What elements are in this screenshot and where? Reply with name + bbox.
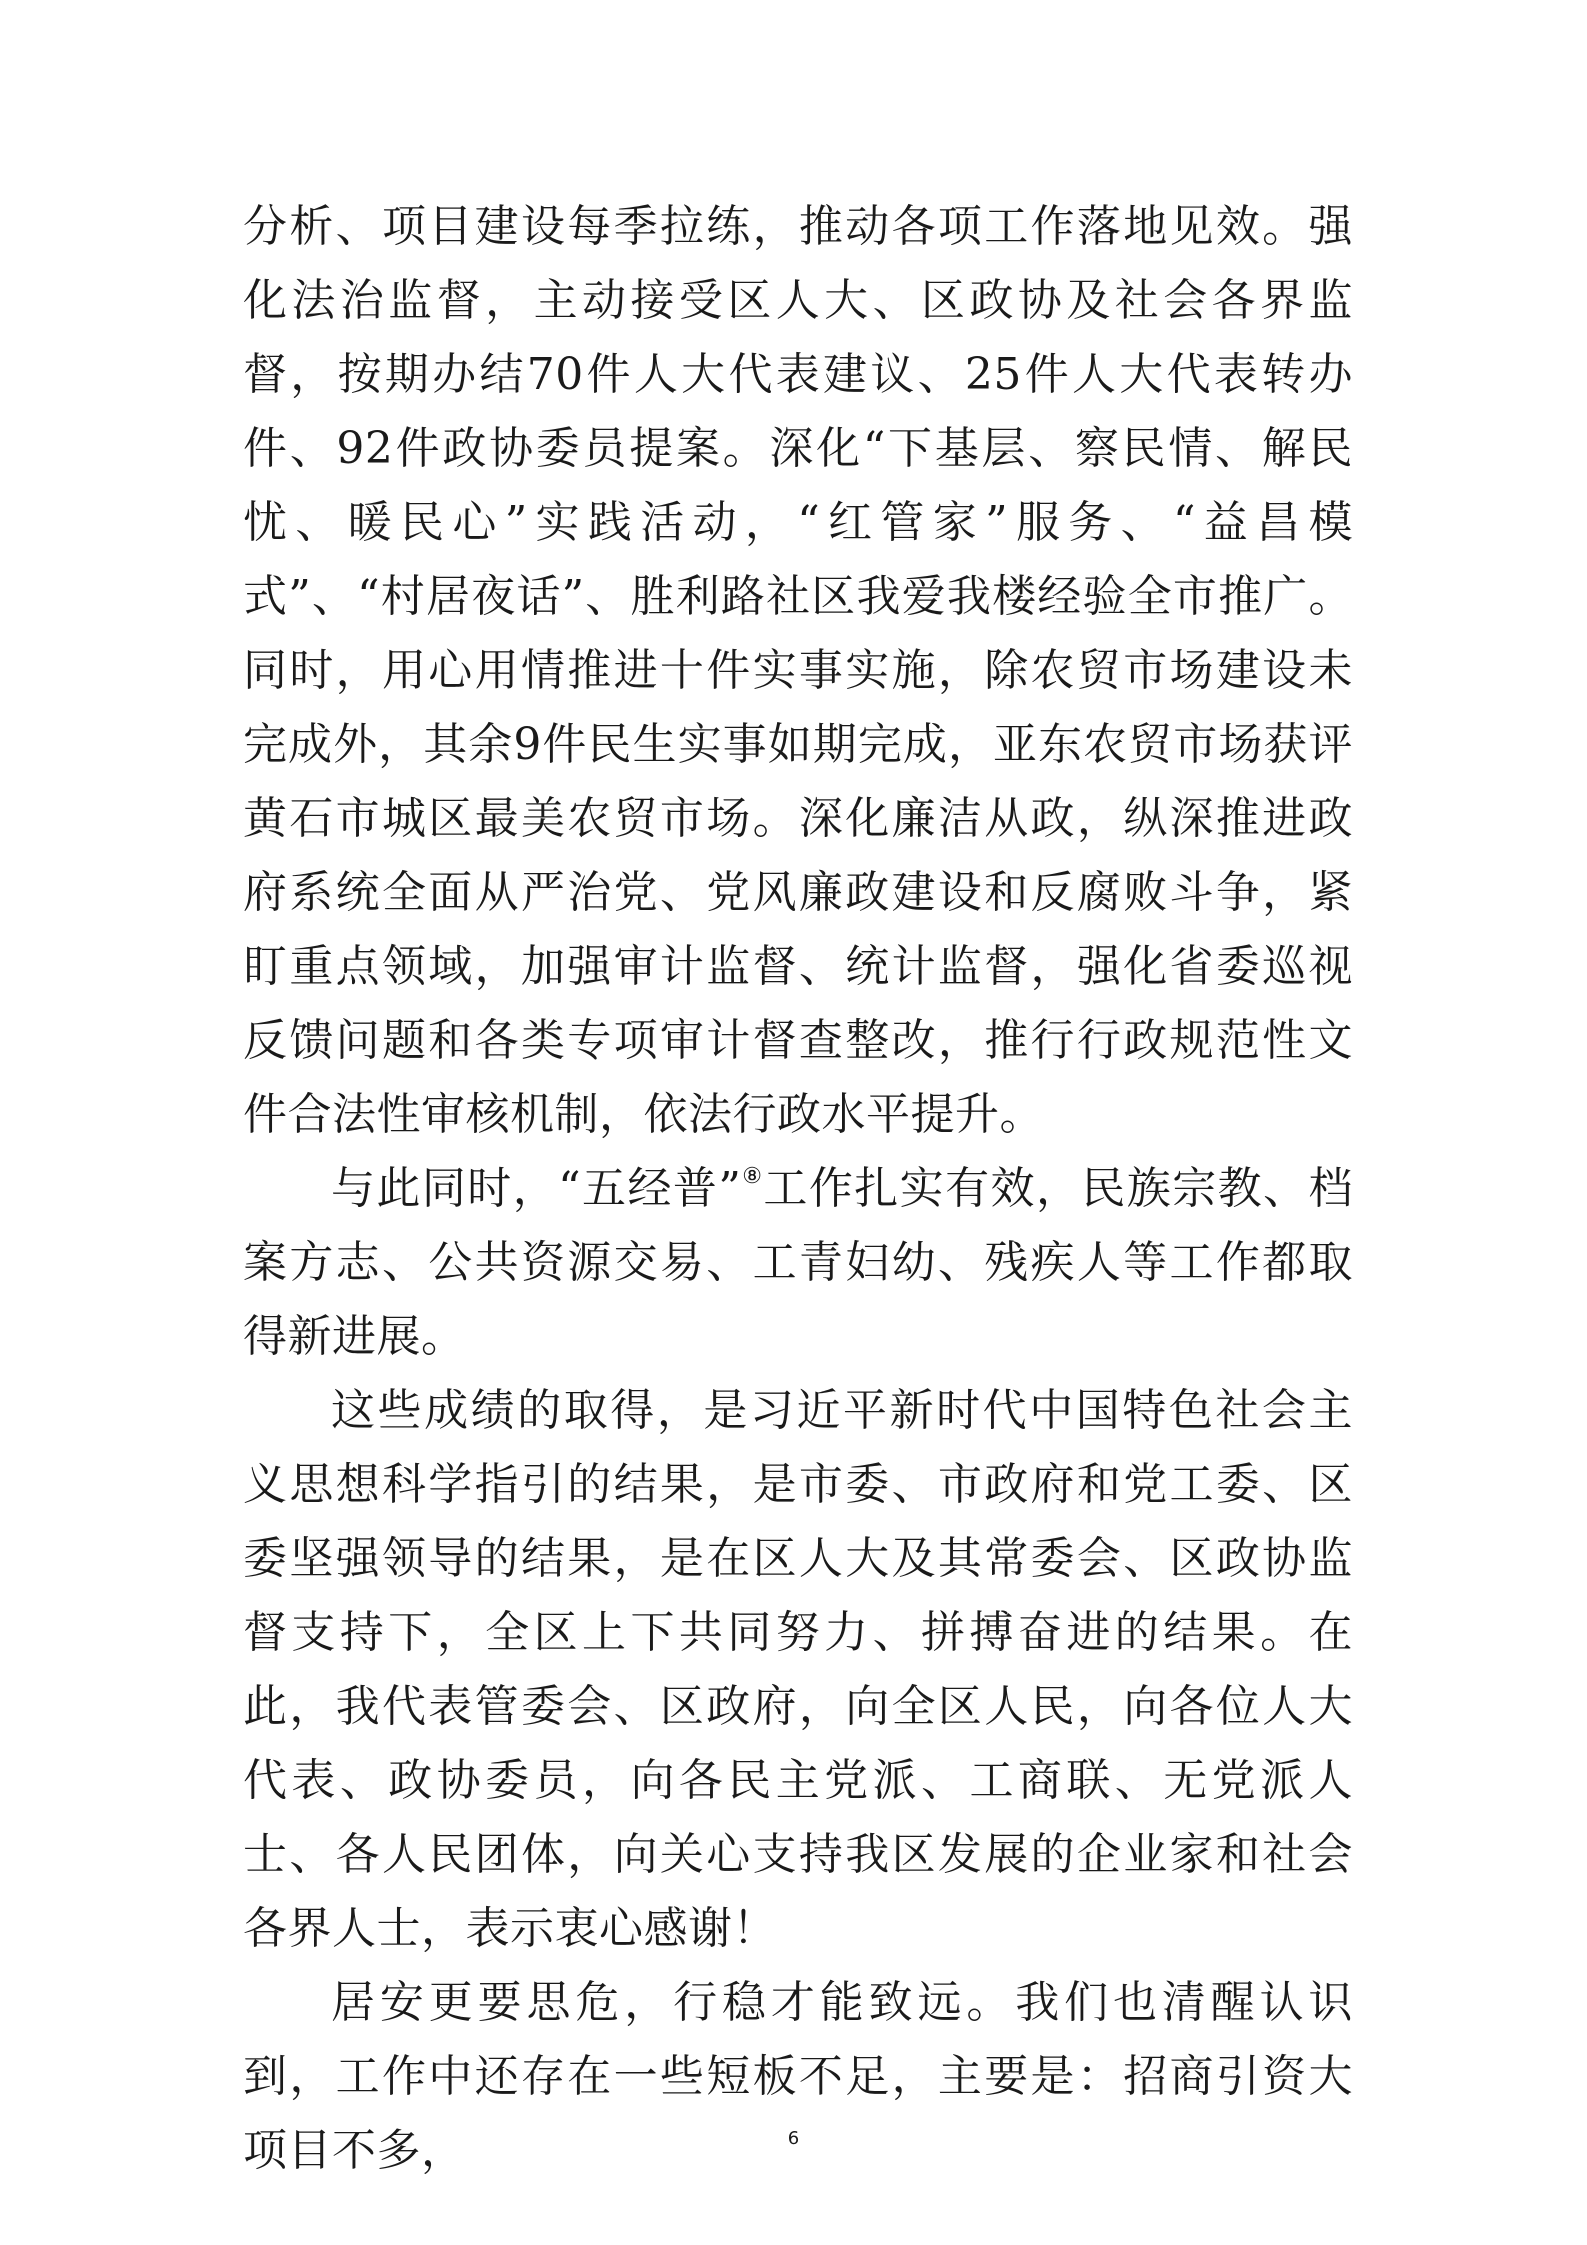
footnote-marker: ⑧ xyxy=(741,1164,764,1190)
document-body xyxy=(243,190,1353,2188)
page-number: 6 xyxy=(787,2128,800,2149)
paragraph-five-census xyxy=(243,1152,1353,1374)
paragraph-shortcomings: 居安更要思危，行稳才能致远。我们也清醒认识到，工作中还存在一些短板不足，主要是：招商引资大项目不多， xyxy=(243,1977,1353,2176)
paragraph-acknowledgement: 这些成绩的取得，是习近平新时代中国特色社会主义思想科学指引的结果，是市委、市政府和党工委、区委坚强领导的结果，是在区人大及其常委会、区政协监督支持下，全区上下共同努力、拼搏奋进的结果。在此，我代表管委会、区政府，向全区人民，向各位人大代表、政协委员，向各民主党派、工商联、无党派人士、各人民团体，向关心支持我区发展的企业家和社会各界人士，表示衷心感谢！ xyxy=(243,1385,1353,1954)
paragraph-five-census-lead: 与此同时，“五经普” xyxy=(331,1163,742,1214)
paragraph-five-census-rest: 工作扎实有效，民族宗教、档案方志、公共资源交易、工青妇幼、残疾人等工作都取得新进展。 xyxy=(243,1163,1353,1362)
paragraph-rule-of-law: 分析、项目建设每季拉练，推动各项工作落地见效。强化法治监督，主动接受区人大、区政协及社会各界监督，按期办结70件人大代表建议、25件人大代表转办件、92件政协委员提案。深化“下基层、察民情、解民忧、暖民心”实践活动，“红管家”服务、“益昌模式”、“村居夜话”、胜利路社区我爱我楼经验全市推广。同时，用心用情推进十件实事实施，除农贸市场建设未完成外，其余9件民生实事如期完成，亚东农贸市场获评黄石市城区最美农贸市场。深化廉洁从政，纵深推进政府系统全面从严治党、党风廉政建设和反腐败斗争，紧盯重点领域，加强审计监督、统计监督，强化省委巡视反馈问题和各类专项审计督查整改，推行行政规范性文件合法性审核机制，依法行政水平提升。 xyxy=(243,201,1353,1140)
